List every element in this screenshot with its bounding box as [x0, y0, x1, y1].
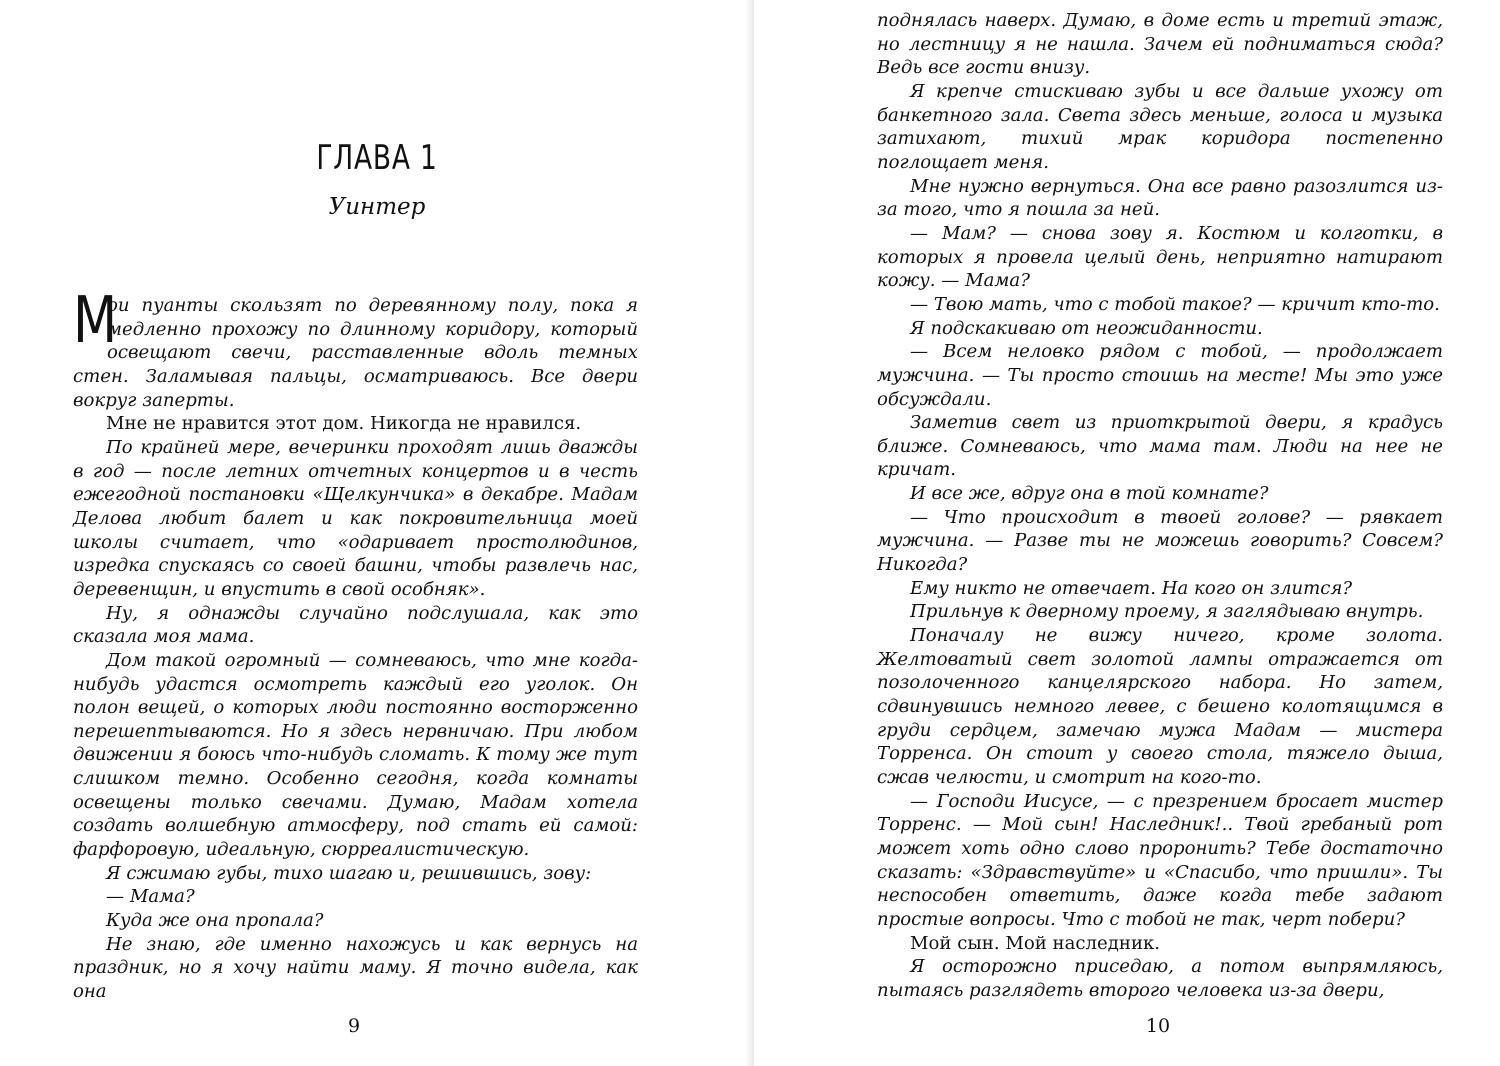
right-page-text — [877, 9, 1443, 1003]
paragraph: Заметив свет из приоткрытой двери, я крадусь ближе. Сомневаюсь, что мама там. Люди на нее не кричат. — [877, 412, 1443, 481]
left-page-text — [73, 284, 638, 1004]
paragraph: — Всем неловко рядом с тобой, — продолжает мужчина. — Ты просто стоишь на месте! Мы это уже обсуждали. — [877, 341, 1443, 410]
right-page — [754, 0, 1500, 1066]
page-number-left: 9 — [347, 1015, 361, 1037]
paragraph: Дом такой огромный — сомневаюсь, что мне когда-нибудь удастся осмотреть каждый его уголок. Он полон вещей, о которых люди постоянно восторженно перешептываются. Но я здесь нервничаю. При любом движении я боюсь что-нибудь сломать. К тому же тут слишком темно. Особенно сегодня, когда комнаты освещены только свечами. Думаю, Мадам хотела создать волшебную атмосферу, под стать ей самой: фарфоровую, идеальную, сюрреалистическую. — [73, 649, 638, 861]
first-paragraph-text: ои пуанты скользят по деревянному полу, пока я медленно прохожу по длинному коридору, который освещают свечи, расставленные вдоль темных стен. Заламывая пальцы, осматриваюсь. Все двери вокруг заперты. — [73, 295, 638, 411]
paragraph: Мне нужно вернуться. Она все равно разозлится из-за того, что я пошла за ней. — [877, 175, 1443, 221]
paragraph: Я осторожно приседаю, а потом выпрямляюсь, пытаясь разглядеть второго человека из-за двери, — [877, 956, 1443, 1001]
paragraph: Мой сын. Мой наследник. — [910, 932, 1161, 954]
paragraph: Я сжимаю губы, тихо шагаю и, решившись, зову: — [106, 862, 592, 884]
page-number-right: 10 — [1145, 1015, 1171, 1037]
paragraph: — Твою мать, что с тобой такое? — кричит кто-то. — [910, 293, 1440, 315]
paragraph: — Мам? — снова зову я. Костюм и колготки, в которых я провела целый день, неприятно натирают кожу. — Мама? — [877, 222, 1443, 292]
paragraph: Поначалу не вижу ничего, кроме золота. Желтоватый свет золотой лампы отражается от позолоченного канцелярского набора. Но затем, сдвинувшись немного левее, с бешено колотящимся в груди сердцем, замечаю мужа Мадам — мистера Торренса. Он стоит у своего стола, тяжело дыша, сжав челюсти, и смотрит на кого-то. — [877, 625, 1443, 788]
paragraph: Ему никто не отвечает. На кого он злится? — [910, 577, 1353, 599]
paragraph: — Что происходит в твоей голове? — рявкает мужчина. — Разве ты не можешь говорить? Совсем? Никогда? — [877, 506, 1443, 576]
drop-cap: М — [73, 284, 118, 358]
paragraph: Я крепче стискиваю зубы и все дальше ухожу от банкетного зала. Света здесь меньше, голоса и музыка затихают, тихий мрак коридора постепенно поглощает меня. — [877, 80, 1443, 173]
first-paragraph — [73, 284, 638, 412]
chapter-title: ГЛАВА 1 — [316, 138, 438, 178]
paragraph: Мне не нравится этот дом. Никогда не нравился. — [106, 413, 582, 435]
paragraph: Я подскакиваю от неожиданности. — [910, 317, 1263, 339]
paragraph: — Господи Иисусе, — с презрением бросает мистер Торренс. — Мой сын! Наследник!.. Твой гребаный рот может хоть одно слово проронить? Тебе достаточно сказать: «Здравствуйте» и «Спасибо, что пришли». Ты неспособен ответить, даже когда тебе задают простые вопросы. Что с тобой не так, черт побери? — [877, 790, 1443, 930]
chapter-subtitle: Уинтер — [328, 194, 426, 220]
paragraph: По крайней мере, вечеринки проходят лишь дважды в год — после летних отчетных концертов и в честь ежегодной постановки «Щелкунчика» в декабре. Мадам Делова любит балет и как покровительница моей школы считает, что «одаривает простолюдинов, изредка спускаясь со своей башни, чтобы развлечь нас, деревенщин, и впустить в свой особняк». — [73, 436, 638, 600]
paragraph: — Мама? — [106, 886, 195, 908]
paragraph: И все же, вдруг она в той комнате? — [910, 483, 1269, 505]
paragraph: Ну, я однажды случайно подслушала, как это сказала моя мама. — [73, 602, 638, 648]
paragraph: Не знаю, где именно нахожусь и как вернусь на праздник, но я хочу найти маму. Я точно видела, как она — [73, 933, 638, 1003]
paragraph: Куда же она пропала? — [106, 910, 324, 932]
paragraph: Прильнув к дверному проему, я заглядываю внутрь. — [910, 601, 1424, 623]
paragraph: поднялась наверх. Думаю, в доме есть и третий этаж, но лестницу я не нашла. Зачем ей подниматься сюда? Ведь все гости внизу. — [877, 10, 1443, 79]
